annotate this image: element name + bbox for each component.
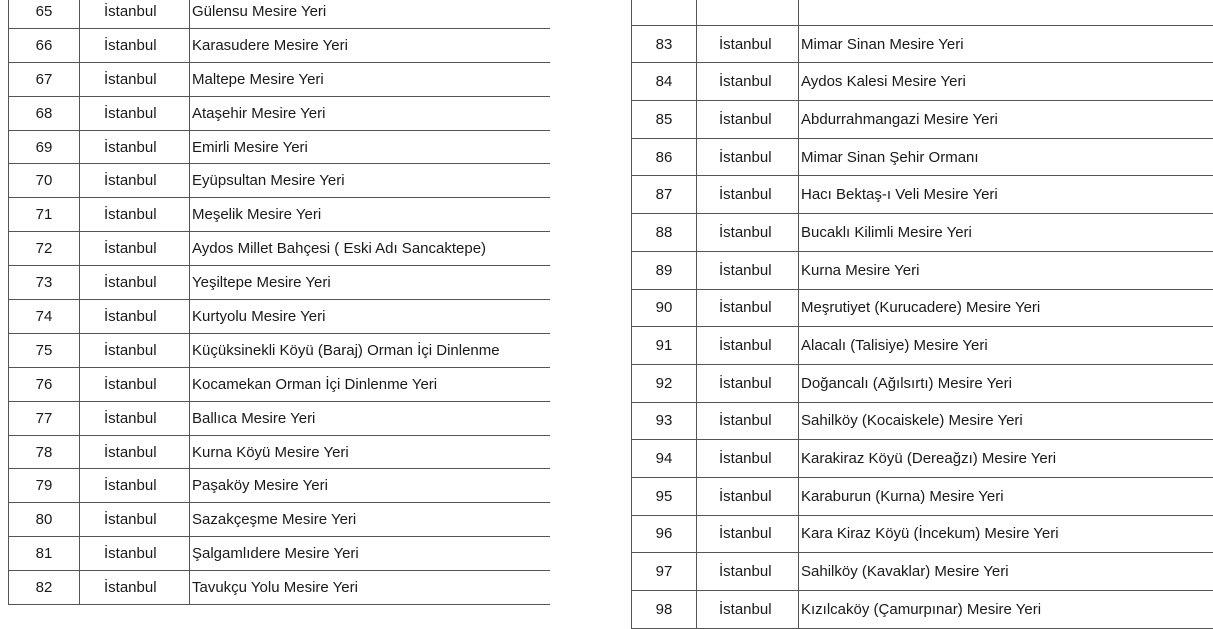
place-name-cell: Kara Kiraz Köyü (İncekum) Mesire Yeri: [799, 515, 1213, 553]
city-cell: İstanbul: [697, 364, 799, 402]
place-name-cell: Ataşehir Mesire Yeri: [190, 96, 550, 130]
table-row: [632, 440, 1213, 478]
table-row: [632, 591, 1213, 629]
place-name-cell: Kurna Köyü Mesire Yeri: [190, 435, 550, 469]
table-row: [632, 0, 1213, 25]
row-number-cell: 69: [9, 130, 80, 164]
place-name-cell: Eyüpsultan Mesire Yeri: [190, 164, 550, 198]
city-cell: İstanbul: [697, 176, 799, 214]
place-name-cell: Aydos Millet Bahçesi ( Eski Adı Sancaktepe): [190, 232, 550, 266]
table-row: [632, 477, 1213, 515]
city-cell: İstanbul: [697, 553, 799, 591]
place-name-cell: Abdurrahmangazi Mesire Yeri: [799, 101, 1213, 139]
row-number-cell: 79: [9, 469, 80, 503]
table-row: [632, 251, 1213, 289]
city-cell: İstanbul: [697, 591, 799, 629]
place-name-cell: Mimar Sinan Şehir Ormanı: [799, 138, 1213, 176]
row-number-cell: 78: [9, 435, 80, 469]
table-row: [9, 571, 550, 605]
row-number-cell: 82: [9, 571, 80, 605]
row-number-cell: 76: [9, 367, 80, 401]
table-row: [9, 130, 550, 164]
city-cell: İstanbul: [697, 402, 799, 440]
table-row: [9, 232, 550, 266]
row-number-cell: 93: [632, 402, 697, 440]
city-cell: İstanbul: [697, 440, 799, 478]
row-number-cell: 84: [632, 63, 697, 101]
table-row: [9, 266, 550, 300]
table-row: [9, 300, 550, 334]
row-number-cell: 90: [632, 289, 697, 327]
table-row: [9, 0, 550, 28]
city-cell: [697, 0, 799, 25]
row-number-cell: 89: [632, 251, 697, 289]
row-number-cell: 81: [9, 537, 80, 571]
right-table-body: [632, 0, 1213, 628]
city-cell: İstanbul: [80, 367, 190, 401]
table-row: [9, 198, 550, 232]
table-row: [632, 364, 1213, 402]
left-table-page: [0, 0, 545, 604]
table-row: [632, 25, 1213, 63]
city-cell: İstanbul: [697, 251, 799, 289]
row-number-cell: 95: [632, 477, 697, 515]
right-table-page: [625, 0, 1200, 618]
table-row: [9, 469, 550, 503]
left-table-body: [9, 0, 550, 605]
table-row: [632, 327, 1213, 365]
table-row: [632, 138, 1213, 176]
city-cell: İstanbul: [80, 232, 190, 266]
place-name-cell: Kurna Mesire Yeri: [799, 251, 1213, 289]
table-row: [632, 176, 1213, 214]
city-cell: İstanbul: [697, 214, 799, 252]
table-row: [632, 402, 1213, 440]
table-row: [632, 289, 1213, 327]
city-cell: İstanbul: [80, 0, 190, 28]
place-name-cell: Tavukçu Yolu Mesire Yeri: [190, 571, 550, 605]
row-number-cell: 94: [632, 440, 697, 478]
row-number-cell: 96: [632, 515, 697, 553]
place-name-cell: Mimar Sinan Mesire Yeri: [799, 25, 1213, 63]
place-name-cell: Karaburun (Kurna) Mesire Yeri: [799, 477, 1213, 515]
city-cell: İstanbul: [80, 333, 190, 367]
table-row: [9, 333, 550, 367]
city-cell: İstanbul: [697, 25, 799, 63]
city-cell: İstanbul: [697, 515, 799, 553]
row-number-cell: 68: [9, 96, 80, 130]
place-name-cell: Kızılcaköy (Çamurpınar) Mesire Yeri: [799, 591, 1213, 629]
table-row: [9, 164, 550, 198]
city-cell: İstanbul: [80, 28, 190, 62]
place-name-cell: Karakiraz Köyü (Dereağzı) Mesire Yeri: [799, 440, 1213, 478]
city-cell: İstanbul: [80, 130, 190, 164]
row-number-cell: 75: [9, 333, 80, 367]
place-name-cell: Sahilköy (Kavaklar) Mesire Yeri: [799, 553, 1213, 591]
row-number-cell: 97: [632, 553, 697, 591]
city-cell: İstanbul: [80, 503, 190, 537]
row-number-cell: 72: [9, 232, 80, 266]
place-name-cell: Doğancalı (Ağılsırtı) Mesire Yeri: [799, 364, 1213, 402]
row-number-cell: 74: [9, 300, 80, 334]
city-cell: İstanbul: [80, 469, 190, 503]
row-number-cell: 88: [632, 214, 697, 252]
row-number-cell: 66: [9, 28, 80, 62]
table-row: [632, 101, 1213, 139]
place-name-cell: Emirli Mesire Yeri: [190, 130, 550, 164]
row-number-cell: 70: [9, 164, 80, 198]
place-name-cell: Kurtyolu Mesire Yeri: [190, 300, 550, 334]
table-row: [9, 367, 550, 401]
table-row: [9, 435, 550, 469]
table-row: [632, 553, 1213, 591]
city-cell: İstanbul: [80, 435, 190, 469]
place-name-cell: Alacalı (Talisiye) Mesire Yeri: [799, 327, 1213, 365]
place-name-cell: [799, 0, 1213, 25]
city-cell: İstanbul: [80, 164, 190, 198]
city-cell: İstanbul: [80, 571, 190, 605]
row-number-cell: 80: [9, 503, 80, 537]
row-number-cell: 65: [9, 0, 80, 28]
place-name-cell: Gülensu Mesire Yeri: [190, 0, 550, 28]
city-cell: İstanbul: [80, 96, 190, 130]
row-number-cell: 87: [632, 176, 697, 214]
place-name-cell: Hacı Bektaş-ı Veli Mesire Yeri: [799, 176, 1213, 214]
place-name-cell: Karasudere Mesire Yeri: [190, 28, 550, 62]
row-number-cell: 92: [632, 364, 697, 402]
city-cell: İstanbul: [80, 401, 190, 435]
city-cell: İstanbul: [697, 289, 799, 327]
left-picnic-area-table: [8, 0, 550, 605]
place-name-cell: Bucaklı Kilimli Mesire Yeri: [799, 214, 1213, 252]
place-name-cell: Kocamekan Orman İçi Dinlenme Yeri: [190, 367, 550, 401]
place-name-cell: Şalgamlıdere Mesire Yeri: [190, 537, 550, 571]
city-cell: İstanbul: [697, 477, 799, 515]
city-cell: İstanbul: [697, 138, 799, 176]
place-name-cell: Maltepe Mesire Yeri: [190, 62, 550, 96]
table-row: [632, 63, 1213, 101]
table-row: [9, 401, 550, 435]
row-number-cell: 98: [632, 591, 697, 629]
city-cell: İstanbul: [80, 300, 190, 334]
city-cell: İstanbul: [80, 266, 190, 300]
row-number-cell: 71: [9, 198, 80, 232]
place-name-cell: Sazakçeşme Mesire Yeri: [190, 503, 550, 537]
place-name-cell: Yeşiltepe Mesire Yeri: [190, 266, 550, 300]
place-name-cell: Küçüksinekli Köyü (Baraj) Orman İçi Dinlenme: [190, 333, 550, 367]
table-row: [9, 96, 550, 130]
city-cell: İstanbul: [697, 63, 799, 101]
table-row: [632, 515, 1213, 553]
right-picnic-area-table: [631, 0, 1213, 629]
row-number-cell: 67: [9, 62, 80, 96]
city-cell: İstanbul: [697, 327, 799, 365]
table-row: [9, 537, 550, 571]
table-row: [9, 28, 550, 62]
place-name-cell: Aydos Kalesi Mesire Yeri: [799, 63, 1213, 101]
row-number-cell: 73: [9, 266, 80, 300]
city-cell: İstanbul: [80, 62, 190, 96]
city-cell: İstanbul: [80, 537, 190, 571]
city-cell: İstanbul: [697, 101, 799, 139]
table-row: [9, 503, 550, 537]
row-number-cell: [632, 0, 697, 25]
table-row: [632, 214, 1213, 252]
row-number-cell: 77: [9, 401, 80, 435]
table-row: [9, 62, 550, 96]
place-name-cell: Meşelik Mesire Yeri: [190, 198, 550, 232]
row-number-cell: 83: [632, 25, 697, 63]
place-name-cell: Sahilköy (Kocaiskele) Mesire Yeri: [799, 402, 1213, 440]
row-number-cell: 85: [632, 101, 697, 139]
place-name-cell: Ballıca Mesire Yeri: [190, 401, 550, 435]
place-name-cell: Paşaköy Mesire Yeri: [190, 469, 550, 503]
row-number-cell: 86: [632, 138, 697, 176]
row-number-cell: 91: [632, 327, 697, 365]
place-name-cell: Meşrutiyet (Kurucadere) Mesire Yeri: [799, 289, 1213, 327]
city-cell: İstanbul: [80, 198, 190, 232]
